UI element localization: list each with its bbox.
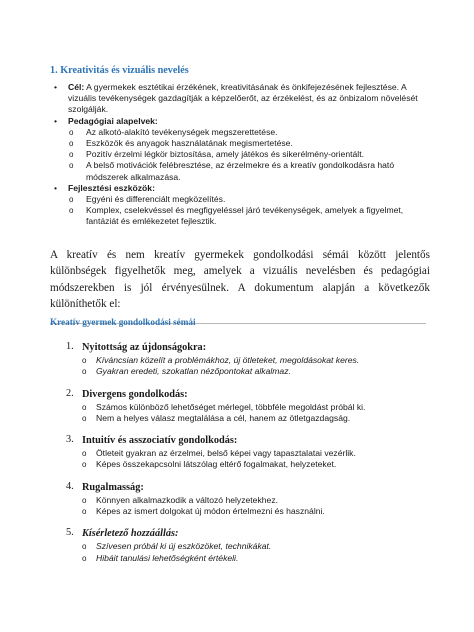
sub-item: o Gyakran eredeti, szokatlan nézőpontokat alkalmaz. <box>82 366 291 377</box>
circle-bullet-icon: o <box>82 402 87 412</box>
sub-item: o Ötleteit gyakran az érzelmei, belső képei vagy tapasztalatai vezérlik. <box>82 448 356 459</box>
numbered-item <box>66 481 426 518</box>
sub-item: o Egyéni és differenciált megközelítés. <box>69 194 226 205</box>
bullet-dot-icon: • <box>54 82 58 92</box>
bullet-label: Pedagógiai alapelvek: <box>68 115 158 126</box>
item-number: 1. <box>66 341 74 352</box>
sub-list <box>68 127 430 183</box>
numbered-list <box>66 341 426 564</box>
item-number: 2. <box>66 387 74 399</box>
intro-paragraph: A kreatív és nem kreatív gyermekek gondolkodási sémái között jelentős különbségek figyelhetők meg, amelyek a vizuális nevelésben és pedagógiai módszerekben is jól érvényesülnek. A dokumentum alapján a következők különíthetők el: <box>50 249 430 310</box>
bullet-list <box>50 82 430 228</box>
circle-bullet-icon: o <box>82 542 87 552</box>
circle-bullet-icon: o <box>82 553 87 563</box>
circle-bullet-icon: o <box>69 206 74 216</box>
sub-item: o Az alkotó-alakító tevékenységek megszerettetése. <box>69 126 278 137</box>
circle-bullet-icon: o <box>69 139 74 149</box>
circle-bullet-icon: o <box>82 413 87 423</box>
bullet-label: Fejlesztési eszközök: <box>68 182 155 193</box>
bullet-dot-icon: • <box>54 115 58 126</box>
numbered-item <box>66 341 426 378</box>
sub-list <box>82 495 426 518</box>
sub-item: o Könnyen alkalmazkodik a változó helyzetekhez. <box>82 494 279 505</box>
item-title: Divergens gondolkodás: <box>82 388 188 400</box>
circle-bullet-icon: o <box>69 161 74 171</box>
sub-list <box>82 402 426 425</box>
circle-bullet-icon: o <box>82 449 87 459</box>
numbered-item <box>66 388 426 425</box>
sub-list <box>82 355 426 378</box>
numbered-item <box>66 527 426 564</box>
circle-bullet-icon: o <box>69 150 74 160</box>
sub-item: o Számos különböző lehetőséget mérlegel, többféle megoldást próbál ki. <box>82 401 366 412</box>
sub-item: o Nem a helyes válasz megtalálása a cél, hanem az ötletgazdagság. <box>82 412 351 423</box>
item-number: 4. <box>66 480 74 492</box>
item-title: Nyitottság az újdonságokra: <box>82 342 207 353</box>
item-number: 3. <box>66 434 74 446</box>
sub-item: o Kíváncsian közelít a problémákhoz, új ötleteket, megoldásokat keres. <box>82 355 360 365</box>
circle-bullet-icon: o <box>82 356 87 365</box>
item-title: Rugalmasság: <box>82 481 144 493</box>
bullet-dot-icon: • <box>54 182 58 193</box>
subsection-title: Kreatív gyermek gondolkodási sémái <box>50 317 196 327</box>
sub-item: o Hibáit tanulási lehetőségként értékeli. <box>82 552 239 563</box>
sub-list <box>68 194 430 228</box>
item-title: Kísérletező hozzáállás: <box>82 528 179 540</box>
sub-item: o Komplex, cselekvéssel és megfigyeléssel járó tevékenységek, amelyek a figyelmet, fantáziát és emlékezetet fejlesztik. <box>69 205 404 227</box>
circle-bullet-icon: o <box>69 195 74 205</box>
item-title: Intuitív és asszociatív gondolkodás: <box>82 435 238 447</box>
section-title: 1. Kreativitás és vizuális nevelés <box>50 65 189 76</box>
circle-bullet-icon: o <box>82 495 87 505</box>
sub-item: o Szívesen próbál ki új eszközöket, technikákat. <box>82 541 272 552</box>
sub-item: o Pozitív érzelmi légkör biztosítása, amely játékos és sikerélmény-orientált. <box>69 149 364 160</box>
numbered-item <box>66 434 426 471</box>
sub-list <box>82 541 426 564</box>
bullet-label: Cél: <box>68 82 85 92</box>
circle-bullet-icon: o <box>82 367 87 377</box>
bullet-text: A gyermekek esztétikai érzékének, kreativitásának és önkifejezésének fejlesztése. A vizuális tevékenységek gazdagítják a képzelőerőt, az érzékelést, és az önbizalom növelését szolgálják. <box>68 82 418 115</box>
bullet-item <box>50 82 430 116</box>
sub-item: o Eszközök és anyagok használatának megismertetése. <box>69 138 293 149</box>
bullet-item <box>50 116 430 183</box>
item-number: 5. <box>66 527 74 539</box>
bullet-item <box>50 183 430 228</box>
sub-item: o A belső motivációk felébresztése, az érzelmekre és a kreatív gondolkodásra ható módszerek alkalmazása. <box>69 160 395 182</box>
sub-item: o Képes az ismert dolgokat új módon értelmezni és használni. <box>82 506 325 517</box>
sub-item: o Képes összekapcsolni látszólag eltérő fogalmakat, helyzeteket. <box>82 459 337 470</box>
sub-list <box>82 448 426 471</box>
circle-bullet-icon: o <box>82 507 87 517</box>
circle-bullet-icon: o <box>69 127 74 137</box>
circle-bullet-icon: o <box>82 460 87 470</box>
